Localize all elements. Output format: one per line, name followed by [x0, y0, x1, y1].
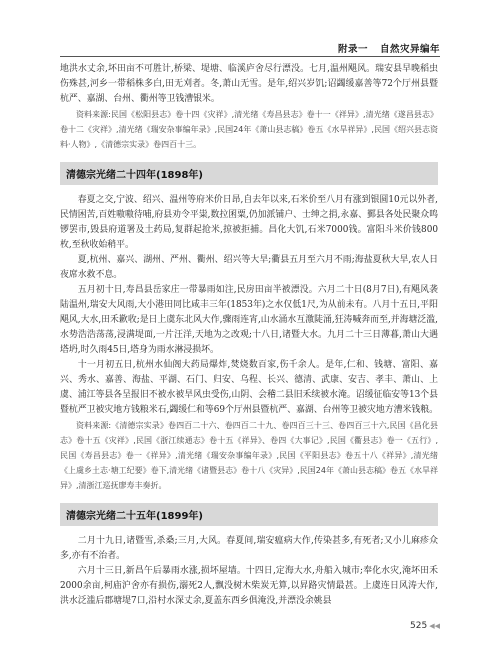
header-appendix: 附录一	[337, 44, 368, 55]
body-paragraph: 夏,杭州、嘉兴、湖州、严州、衢州、绍兴等大旱;衢县五月至六月不雨;海盐夏秋大旱,农人日夜席水救不息。	[60, 255, 438, 280]
page-footer	[410, 621, 440, 631]
body-paragraph: 十一月初五日,杭州水仙阁大药局爆炸,焚烧数百家,伤千余人。是年,仁和、钱塘、富阳、嘉兴、秀水、嘉善、海盐、平湖、石门、归安、乌程、长兴、德清、武康、安吉、孝丰、萧山、上虞、浦江等县各呈报旧不被水被旱风虫受伤,山阴、会稽二县旧禾续被水淹。诏缓征临安等13个县暨杭严卫被灾地方钱粮米石,蠲缓仁和等69个厅州县暨杭严、嘉湖、台州等卫被灾地方漕米钱粮。	[60, 360, 438, 415]
body-paragraph: 地洪水丈余,坏田亩不可胜计,桥梁、堤塘、临溪庐舍尽行漂没。七月,温州飓风。瑞安县早晚稻虫伤殊甚,河乡一带稻株多白,田无刈者。冬,萧山无雪。是年,绍兴岁饥;诏蠲缓嘉善等72个厅州县暨杭严、嘉湖、台州、衢州等卫钱漕银米。	[60, 64, 438, 104]
body-paragraph: 五月初十日,寿昌县岳家庄一带暴雨如注,民房田亩半被漂没。六月二十日(8月7日),有飓风袭陆温州,瑞安大风雨,大小港田同比咸丰三年(1853年)之水仅低1尺,为从前未有。八月十五日,平阳飓风,大水,田禾歉收;是日上虞东北风大作,骤雨连宵,山水涌水互激陡涌,狂涛喊奔而至,并海塘泛滥,水势浩浩荡荡,浸满堤面,一片汪洋,天地为之改观;十八日,诸暨大水。九月二十三日薄暮,萧山大遇塔坍,时久雨45日,塔身为雨水淋浸损坏。	[60, 285, 438, 355]
header-title: 自然灾异编年	[379, 44, 440, 55]
header-rule	[60, 56, 440, 57]
source-references: 资料来源:民国《松阳县志》卷十四《灾祥》,清光绪《寿昌县志》卷十一《祥异》,清光绪《遂昌县志》卷十二《灾祥》,清光绪《瑞安杂事编年录》,民国24年《萧山县志稿》卷五《水旱祥异》,民国《绍兴县志资料·人物》,《清德宗实录》卷四百十三。	[60, 110, 438, 149]
body-paragraph: 二月十九日,诸暨雪,杀桑;三月,大风。春夏间,瑞安瘟病大作,传染甚多,有死者;又小儿麻疹众多,亦有不治者。	[60, 536, 438, 561]
page-marker-icon: ◀◀	[429, 622, 440, 630]
section-heading: 清德宗光绪二十四年(1898年)	[60, 162, 438, 185]
body-paragraph: 六月十三日,新昌午后暴雨水涨,损坏屋墙。十四日,定海大水,舟船入城市;奉化水灾,淹坏田禾2000余亩,柯庙沪舍亦有损伤,溺死2人,飘没树木柴炭无算,以昇路灾情最甚。上虞连日风涛大作,洪水泛滥后郡塘堤7口,沿村水深丈余,夏盖东西乡俱淹没,并漂没余姚县	[60, 566, 438, 606]
section-heading: 清德宗光绪二十五年(1899年)	[60, 503, 438, 526]
source-references: 资料来源:《清德宗实录》卷四百二十六、卷四百二十九、卷四百三十三、卷四百三十六,民国《昌化县志》卷十五《灾祥》,民国《浙江续通志》卷十五《祥异》、卷四《大事记》,民国《衢县志》卷一《五行》,民国《寿昌县志》卷一《祥异》,清光绪《瑞安杂事编年录》,民国《平阳县志》卷五十八《祥异》,清光绪《上虞乡土志·塘工纪要》卷下,清光绪《诸暨县志》卷十八《灾异》,民国24年《萧山县志稿》卷五《水旱祥异》,清浙江巡抚廖寿丰奏折。	[60, 421, 438, 490]
page-content	[60, 62, 438, 609]
page-number: 525	[410, 621, 428, 631]
running-header	[338, 41, 440, 55]
body-paragraph: 春夏之交,宁波、绍兴、温州等府米价日昂,自去年以来,石米价至八月有涨到银圆10元以外者,民情困苦,百姓嗷嗷待哺,府县劝令平粜,数拉囷粟,仍加派铺户、士绅之捐,永嘉、鄞县各处民聚众鸣锣罢市,毁县府道署及土药局,复群起抢米,掠被拒捕。昌化大饥,石米7000钱。富阳斗米价钱800枚,至秋收始稍平。	[60, 195, 438, 250]
